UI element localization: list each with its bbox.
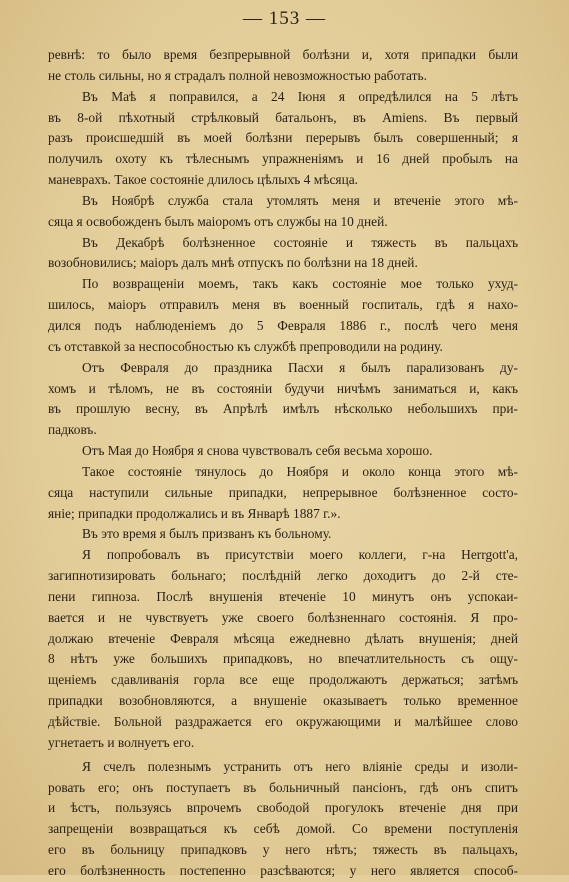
text-line: маневрахъ. Такое состояніе длилось цѣлыхъ 4 мѣсяца. xyxy=(48,172,359,188)
text-line: разъ происшедшій въ моей болѣзни перерывъ былъ совершенный; я xyxy=(48,130,518,146)
text-line: яніе; припадки продолжались и въ Январѣ 1887 г.». xyxy=(48,505,341,521)
text-line: загипнотизировать больнаго; послѣдній легко доходитъ до 2-й сте- xyxy=(48,568,518,584)
text-line: Въ Маѣ я поправился, а 24 Іюня я опредѣлился на 5 лѣтъ xyxy=(82,88,518,104)
text-line: его въ больницу припадковъ у него нѣтъ; тяжесть въ пальцахъ, xyxy=(48,842,518,858)
text-line: 8 нѣтъ уже большихъ припадковъ, но впечатлительность съ ощу- xyxy=(48,651,518,667)
text-line: Такое состояніе тянулось до Ноября и около конца этого мѣ- xyxy=(82,463,518,479)
text-line: пени гипноза. Послѣ внушенія втеченіе 10 минутъ онъ успокаи- xyxy=(48,588,518,604)
text-line: и ѣстъ, пользуясь впрочемъ свободой прогулокъ втеченіе дня при xyxy=(48,800,518,816)
text-line: ревнѣ: то было время безпрерывной болѣзни и, хотя припадки были xyxy=(48,47,518,62)
text-line: возобновились; маіоръ далъ мнѣ отпускъ по болѣзни на 18 дней. xyxy=(48,255,418,271)
text-line: По возвращеніи моемъ, такъ какъ состояніе мое только ухуд- xyxy=(82,276,518,292)
text-line: падковъ. xyxy=(48,422,97,438)
body-text xyxy=(48,45,518,882)
text-line: запрещеніи возвращаться къ себѣ домой. Со времени поступленія xyxy=(48,821,518,837)
text-line: Я попробовалъ въ присутствіи моего коллеги, г-на Herrgott'a, xyxy=(82,547,518,563)
text-line: хомъ и тѣломъ, не въ состояніи будучи ничѣмъ заниматься и, какъ xyxy=(48,380,518,396)
text-line: угнетаетъ и волнуетъ его. xyxy=(48,734,195,750)
text-line: въ прошлую весну, въ Апрѣлѣ имѣлъ нѣсколько небольшихъ при- xyxy=(48,401,518,417)
text-line: Я счелъ полезнымъ устранить отъ него вліяніе среды и изоли- xyxy=(82,758,518,774)
text-line: Въ Ноябрѣ служба стала утомлять меня и втеченіе этого мѣ- xyxy=(82,192,518,208)
text-line: получилъ охоту къ тѣлеснымъ упражненіямъ и 16 дней пробылъ на xyxy=(48,151,518,167)
text-line: съ отставкой за неспособностью къ службѣ препроводили на родину. xyxy=(48,338,443,354)
text-line: Отъ Февраля до праздника Пасхи я былъ парализованъ ду- xyxy=(82,359,518,375)
text-line: сяца наступили сильные припадки, непрерывное болѣзненное состо- xyxy=(48,484,518,500)
text-line: Въ Декабрѣ болѣзненное состояніе и тяжесть въ пальцахъ xyxy=(82,234,518,250)
text-line: ровать его; онъ поступаетъ въ больничный пансіонъ, гдѣ онъ спитъ xyxy=(48,779,518,795)
page-number: — 153 — xyxy=(243,8,326,29)
text-line: дѣйствіе. Больной раздражается его окружающими и малѣйшее слово xyxy=(48,714,518,729)
text-line: Въ это время я былъ призванъ къ больному. xyxy=(82,526,332,542)
text-line: дился подъ наблюденіемъ до 5 Февраля 1886 г., послѣ чего меня xyxy=(48,317,518,333)
text-line: шилось, маіоръ отправилъ меня въ военный госпиталь, гдѣ я нахо- xyxy=(48,297,518,313)
text-line: Отъ Мая до Ноября я снова чувствовалъ себя весьма хорошо. xyxy=(82,443,433,459)
text-line: его болѣзненность постепенно разсѣваются; у него является способ- xyxy=(48,862,518,878)
text-line: должаю втеченіе Февраля мѣсяца ежедневно дѣлать внушенія; дней xyxy=(48,630,518,646)
text-line: въ 8-ой пѣхотный стрѣлковый батальонъ, въ Amiens. Въ первый xyxy=(48,109,518,125)
text-line: щеніемъ сдавливанія горла все еще продолжаютъ держаться; затѣмъ xyxy=(48,672,518,688)
text-line: вается и не чувствуетъ уже своего болѣзненнаго состоянія. Я про- xyxy=(48,609,518,625)
text-line: сяца я освобожденъ былъ маіоромъ отъ службы на 10 дней. xyxy=(48,213,388,229)
text-line: припадки возобновляются, а внушеніе оказываетъ только временное xyxy=(48,693,518,709)
text-line: не столь сильны, но я страдалъ полной невозможностью работать. xyxy=(48,67,427,83)
